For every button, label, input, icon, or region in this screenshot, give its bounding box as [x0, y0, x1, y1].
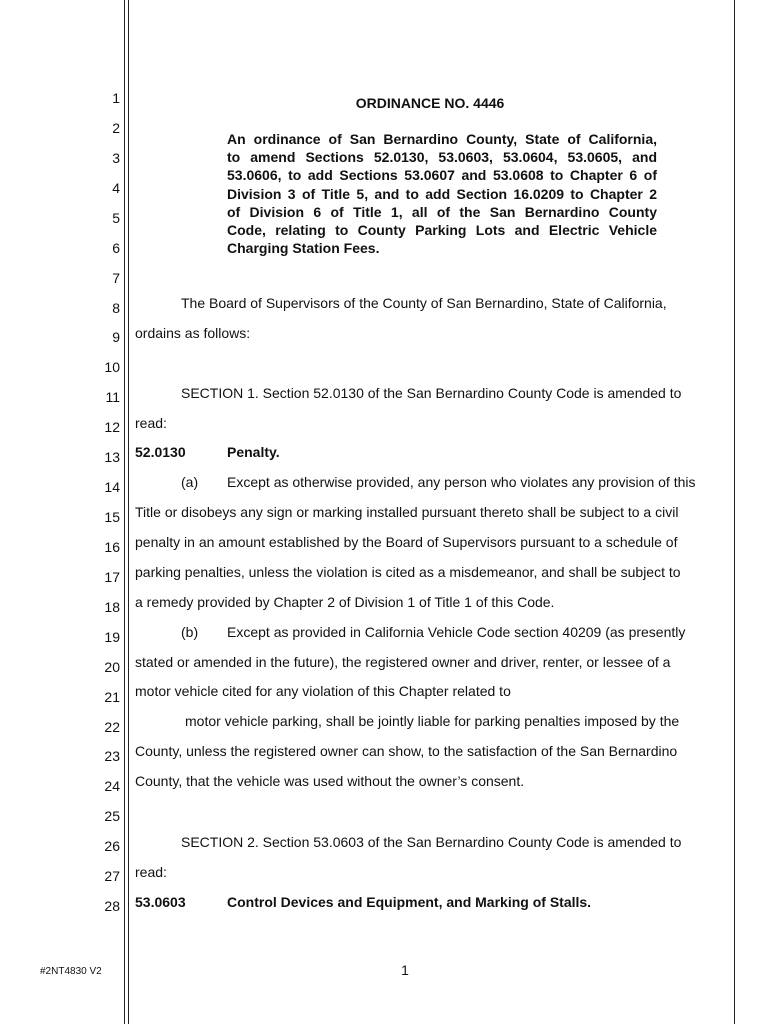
summary-line: Division 3 of Title 5, and to add Section 16.0209 to Chapter 2 [227, 185, 657, 202]
line-number: 4 [112, 180, 120, 196]
subsection-label: (a) [181, 474, 199, 490]
line-number: 28 [104, 898, 120, 914]
body-line: County, that the vehicle was used without the owner’s consent. [135, 773, 525, 789]
body-line: Title or disobeys any sign or marking installed pursuant thereto shall be subject to a civil [135, 504, 679, 520]
line-number: 16 [104, 539, 120, 555]
line-number: 11 [105, 389, 120, 405]
body-line: a remedy provided by Chapter 2 of Division 1 of Title 1 of this Code. [135, 594, 555, 610]
summary-line: Charging Station Fees. [227, 240, 380, 257]
section-heading: Penalty. [227, 444, 280, 460]
line-number: 20 [104, 659, 120, 675]
summary-line: An ordinance of San Bernardino County, State of California, [227, 131, 657, 147]
summary-line: 53.0606, to add Sections 53.0607 and 53.0608 to Chapter 6 of [227, 167, 657, 184]
line-number: 14 [104, 479, 120, 495]
section-number: 53.0603 [135, 894, 186, 910]
body-line: stated or amended in the future), the registered owner and driver, renter, or lessee of a [135, 654, 671, 670]
left-margin-rule-inner [128, 0, 129, 1024]
line-number: 25 [104, 808, 120, 824]
line-number: 18 [104, 599, 120, 615]
body-line: Except as provided in California Vehicle Code section 40209 (as presently [227, 624, 686, 640]
line-number: 10 [104, 359, 120, 375]
page-number: 1 [401, 962, 409, 978]
left-margin-rule [124, 0, 125, 1024]
line-number: 6 [112, 240, 120, 256]
line-number: 12 [104, 419, 120, 435]
line-number: 23 [104, 748, 120, 764]
body-line: motor vehicle parking, shall be jointly liable for parking penalties imposed by the [185, 713, 680, 729]
line-number: 15 [104, 509, 120, 525]
line-number: 3 [112, 150, 120, 166]
line-number: 17 [104, 569, 120, 585]
line-number: 9 [112, 329, 120, 345]
line-number: 7 [112, 270, 120, 286]
summary-line: to amend Sections 52.0130, 53.0603, 53.0604, 53.0605, and [227, 149, 657, 166]
line-number: 22 [104, 719, 120, 735]
body-line: Except as otherwise provided, any person who violates any provision of this [227, 474, 696, 490]
right-margin-rule [734, 0, 735, 1024]
line-number: 24 [104, 778, 120, 794]
body-line: parking penalties, unless the violation is cited as a misdemeanor, and shall be subject to [135, 564, 681, 580]
line-number: 27 [104, 868, 120, 884]
body-line: penalty in an amount established by the Board of Supervisors pursuant to a schedule of [135, 534, 678, 550]
subsection-label: (b) [181, 624, 199, 640]
section-heading: Control Devices and Equipment, and Marking of Stalls. [227, 894, 592, 910]
body-line: SECTION 1. Section 52.0130 of the San Bernardino County Code is amended to [181, 385, 682, 401]
ordinance-summary [227, 130, 657, 257]
line-number: 19 [104, 629, 120, 645]
summary-line: of Division 6 of Title 1, all of the San Bernardino County [227, 203, 657, 220]
body-line: ordains as follows: [135, 325, 251, 341]
body-line: County, unless the registered owner can show, to the satisfaction of the San Bernardino [135, 743, 678, 759]
body-line: motor vehicle cited for any violation of this Chapter related to [135, 683, 511, 699]
line-number: 13 [104, 449, 120, 465]
line-number: 8 [112, 300, 120, 316]
ordinance-title: ORDINANCE NO. 4446 [355, 95, 505, 111]
line-number: 2 [112, 120, 120, 136]
line-number: 1 [112, 90, 120, 106]
section-number: 52.0130 [135, 444, 186, 460]
document-id: #2NT4830 V2 [40, 966, 102, 977]
line-number: 26 [104, 838, 120, 854]
summary-line: Code, relating to County Parking Lots and Electric Vehicle [227, 222, 657, 239]
body-line: The Board of Supervisors of the County of San Bernardino, State of California, [181, 295, 667, 311]
line-number: 5 [112, 210, 120, 226]
body-line: read: [135, 415, 167, 431]
body-line: SECTION 2. Section 53.0603 of the San Bernardino County Code is amended to [181, 834, 682, 850]
body-line: read: [135, 864, 167, 880]
line-number: 21 [104, 689, 120, 705]
